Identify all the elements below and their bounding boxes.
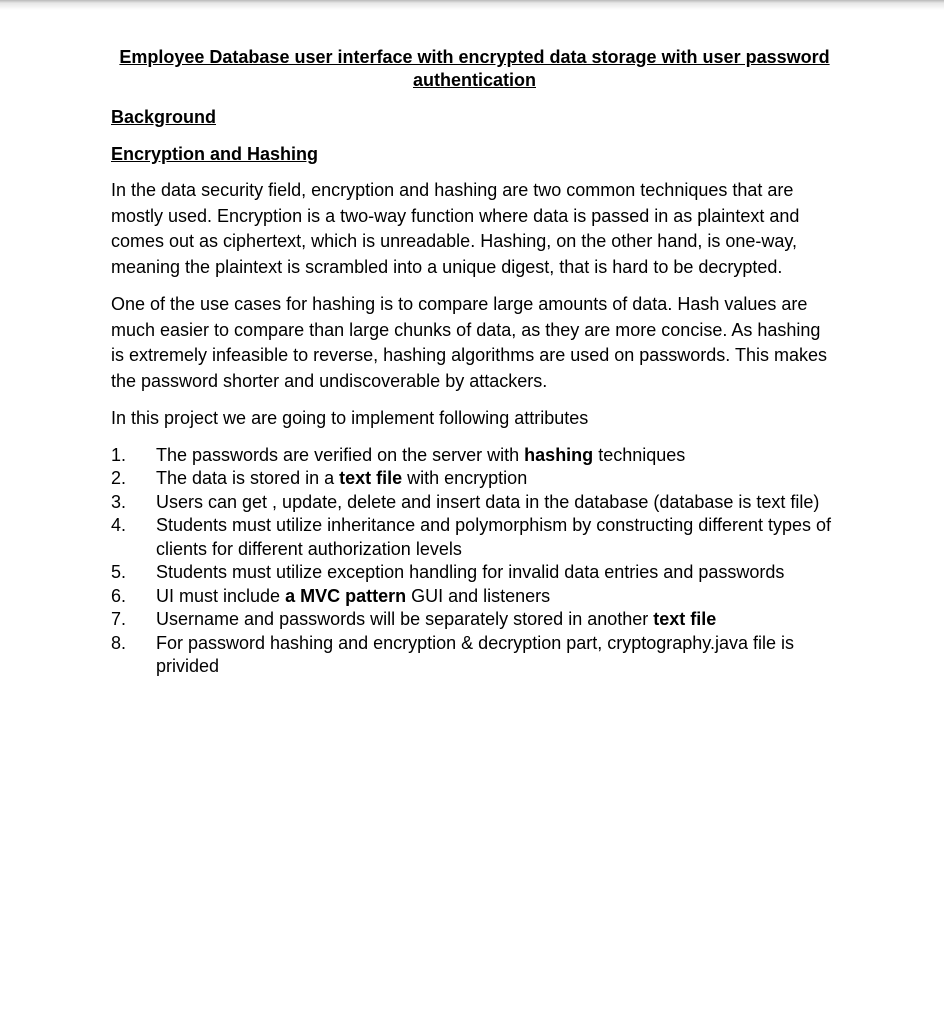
requirements-list (111, 444, 835, 679)
list-item-text: Username and passwords will be separately stored in another (156, 609, 654, 629)
paragraph-hash-use-cases: One of the use cases for hashing is to compare large amounts of data. Hash values are much easier to compare than large chunks of data, as they are more concise. As hashing is extremely infeasible to reverse, hashing algorithms are used on passwords. This makes the password shorter and undiscoverable by attackers. (111, 294, 828, 391)
document-page (111, 46, 835, 679)
list-item (111, 444, 835, 468)
list-item-number: 1. (111, 444, 127, 465)
list-item-number: 7. (111, 609, 127, 629)
list-item-bold-text: a MVC pattern (285, 585, 407, 606)
paragraph-project-intro: In this project we are going to implement following attributes (111, 408, 589, 428)
list-item-bold-text: text file (653, 609, 717, 629)
list-item (111, 632, 835, 679)
viewer-top-shadow (0, 0, 944, 10)
list-item (111, 514, 835, 561)
list-item-text: Users can get , update, delete and insert data in the database (database is text file) (156, 491, 820, 512)
list-item-number: 4. (111, 515, 127, 535)
list-item-number: 2. (111, 468, 127, 488)
subsection-heading-encryption-hashing: Encryption and Hashing (111, 144, 319, 164)
list-item-text: For password hashing and encryption & decryption part, cryptography.java file is privided (156, 632, 794, 676)
list-item-text: with encryption (402, 468, 528, 488)
list-item-text: GUI and listeners (406, 585, 551, 606)
list-item-text: Students must utilize inheritance and polymorphism by constructing different types of clients for different authorization levels (156, 515, 832, 559)
list-item (111, 491, 835, 515)
list-item (111, 585, 835, 609)
document-title: Employee Database user interface with encrypted data storage with user password authentication (119, 47, 830, 90)
paragraph-encryption-hashing: In the data security field, encryption and hashing are two common techniques that are mostly used. Encryption is a two-way function where data is passed in as plaintext and comes out as ciphertext, which is unreadable. Hashing, on the other hand, is one-way, meaning the plaintext is scrambled into a unique digest, that is hard to be decrypted. (111, 180, 800, 277)
list-item-text: UI must include (156, 585, 286, 606)
list-item (111, 467, 835, 491)
list-item-bold-text: text file (339, 468, 403, 488)
list-item-text: techniques (593, 444, 686, 465)
list-item-text: Students must utilize exception handling for invalid data entries and passwords (156, 562, 785, 582)
list-item (111, 608, 835, 632)
list-item-number: 5. (111, 562, 127, 582)
list-item (111, 561, 835, 585)
list-item-number: 3. (111, 491, 127, 512)
list-item-text: The passwords are verified on the server with (156, 444, 525, 465)
list-item-bold-text: hashing (524, 444, 594, 465)
list-item-number: 6. (111, 585, 127, 606)
list-item-number: 8. (111, 632, 127, 653)
list-item-text: The data is stored in a (156, 468, 340, 488)
section-heading-background: Background (111, 107, 217, 127)
